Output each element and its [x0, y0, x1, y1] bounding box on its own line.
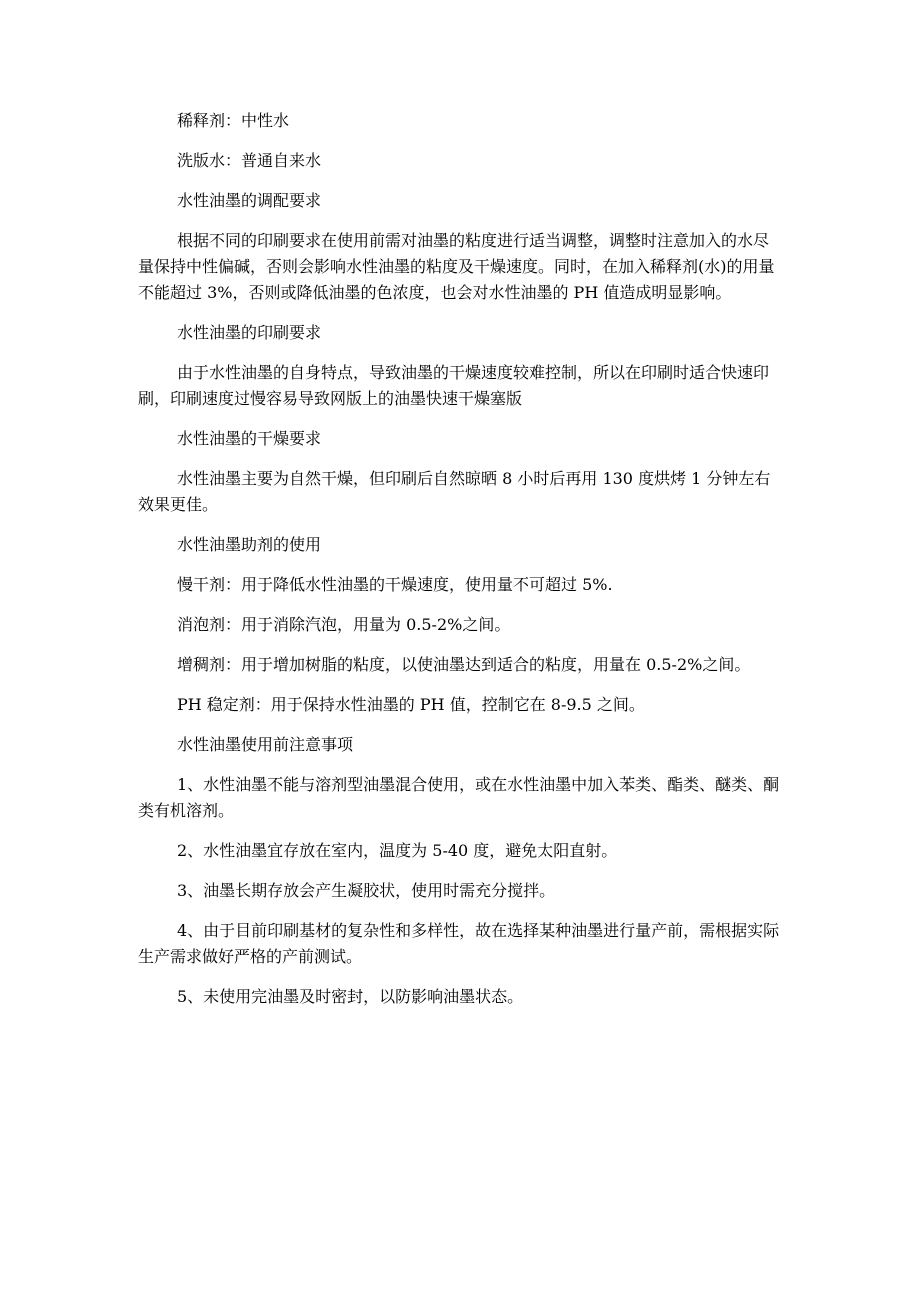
paragraph-diluent: 稀释剂：中性水	[177, 111, 290, 130]
list-item-precaution-2: 2、水性油墨宜存放在室内，温度为 5-40 度，避免太阳直射。	[177, 841, 618, 860]
paragraph-mixing-requirements: 根据不同的印刷要求在使用前需对油墨的粘度进行适当调整，调整时注意加入的水尽量保持中性偏碱，否则会影响水性油墨的粘度及干燥速度。同时，在加入稀释剂(水)的用量不能超过 3%，否则或降低油墨的色浓度，也会对水性油墨的 PH 值造成明显影响。	[138, 231, 775, 302]
heading-drying-requirements: 水性油墨的干燥要求	[177, 429, 322, 448]
paragraph-retarder: 慢干剂：用于降低水性油墨的干燥速度，使用量不可超过 5%.	[177, 575, 613, 594]
heading-precautions: 水性油墨使用前注意事项	[177, 735, 354, 754]
paragraph-printing-requirements: 由于水性油墨的自身特点，导致油墨的干燥速度较难控制，所以在印刷时适合快速印刷，印刷速度过慢容易导致网版上的油墨快速干燥塞版	[138, 363, 770, 408]
list-item-precaution-1: 1、水性油墨不能与溶剂型油墨混合使用，或在水性油墨中加入苯类、酯类、醚类、酮类有机溶剂。	[138, 775, 780, 820]
paragraph-drying-requirements: 水性油墨主要为自然干燥，但印刷后自然晾晒 8 小时后再用 130 度烘烤 1 分钟左右效果更佳。	[138, 469, 771, 514]
list-item-precaution-4: 4、由于目前印刷基材的复杂性和多样性，故在选择某种油墨进行量产前，需根据实际生产需求做好严格的产前测试。	[138, 921, 780, 966]
list-item-precaution-5: 5、未使用完油墨及时密封，以防影响油墨状态。	[177, 987, 524, 1006]
heading-mixing-requirements: 水性油墨的调配要求	[177, 191, 322, 210]
paragraph-defoamer: 消泡剂：用于消除汽泡，用量为 0.5-2%之间。	[177, 615, 511, 634]
paragraph-plate-wash: 洗版水：普通自来水	[177, 151, 322, 170]
document-body	[138, 108, 783, 1010]
list-item-precaution-3: 3、油墨长期存放会产生凝胶状，使用时需充分搅拌。	[177, 881, 556, 900]
paragraph-thickener: 增稠剂：用于增加树脂的粘度，以使油墨达到适合的粘度，用量在 0.5-2%之间。	[177, 655, 751, 674]
paragraph-ph-stabilizer: PH 稳定剂：用于保持水性油墨的 PH 值，控制它在 8-9.5 之间。	[177, 695, 645, 714]
heading-printing-requirements: 水性油墨的印刷要求	[177, 323, 322, 342]
heading-additives: 水性油墨助剂的使用	[177, 535, 322, 554]
